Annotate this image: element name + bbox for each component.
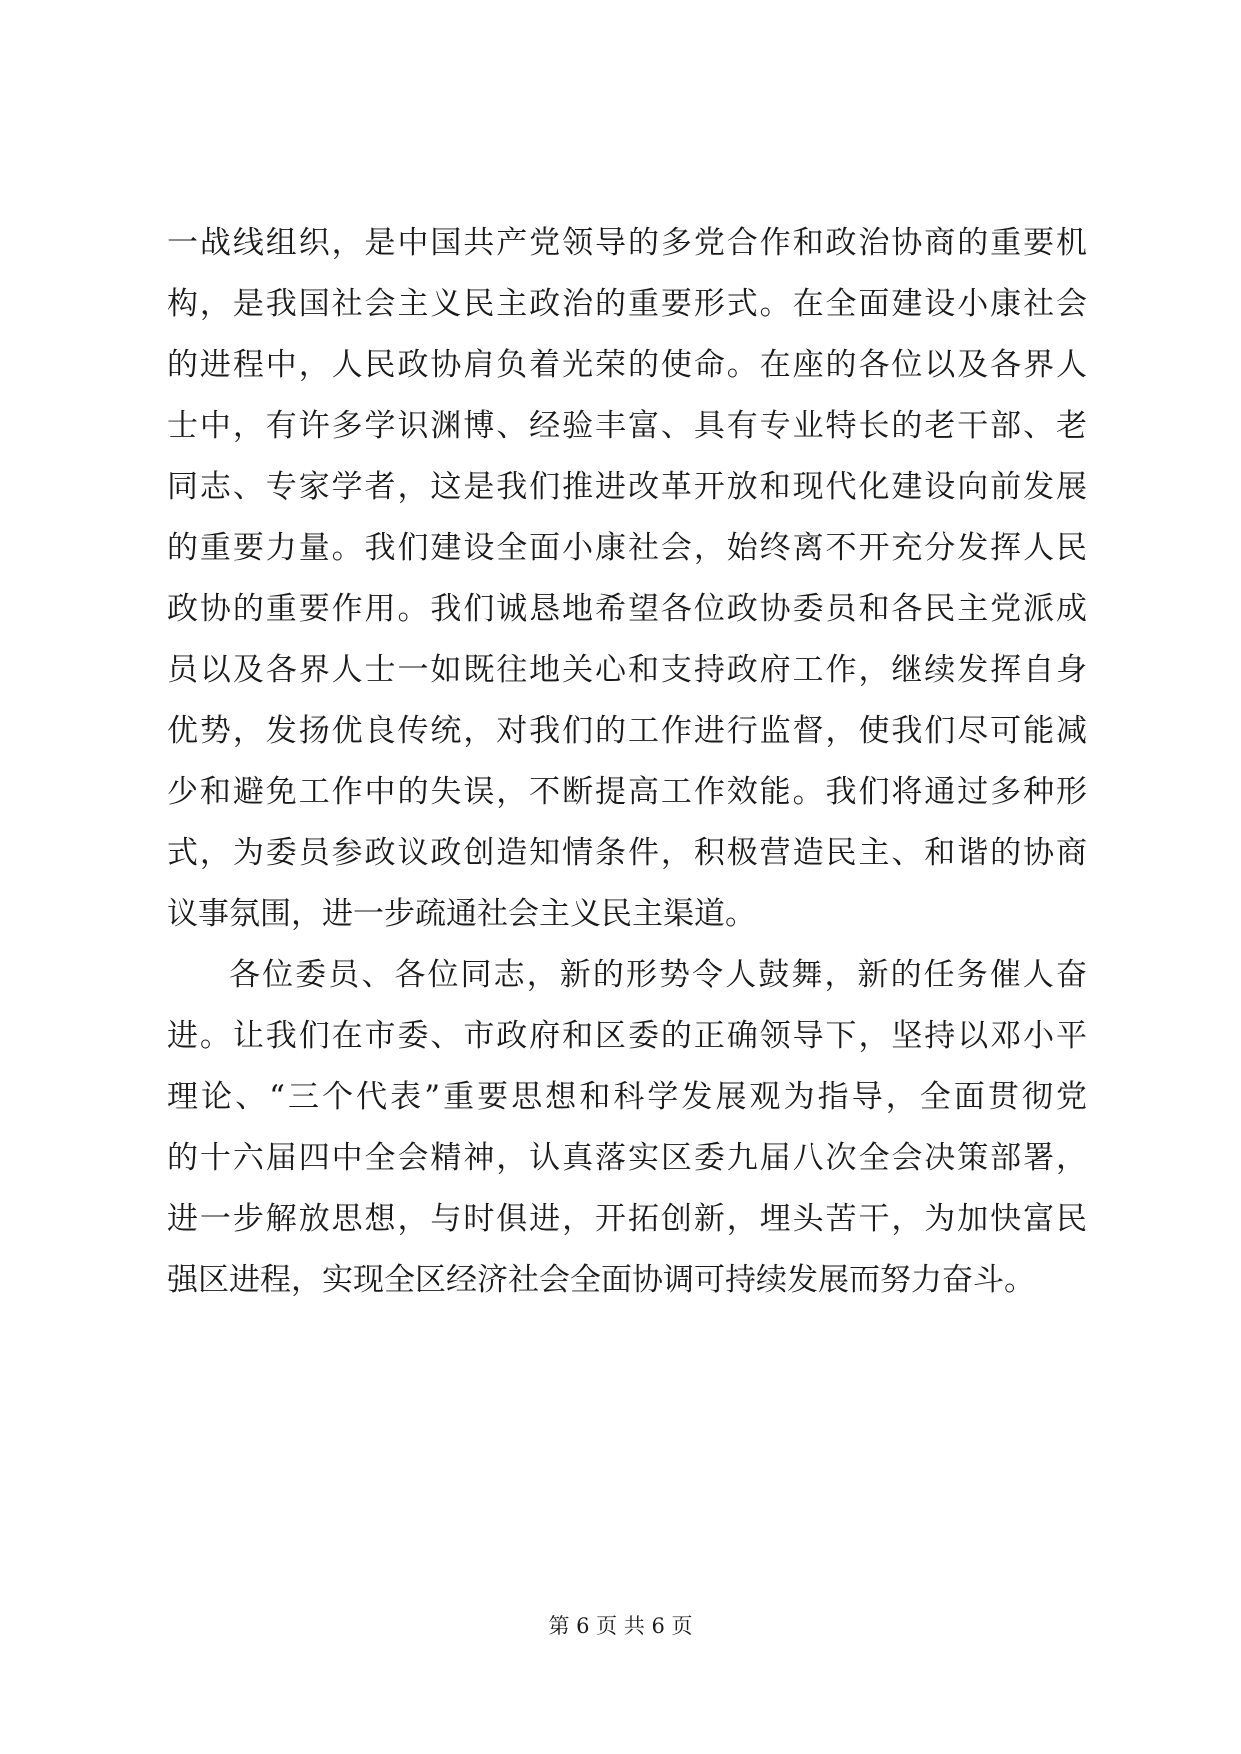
text-line: 同志、专家学者，这是我们推进改革开放和现代化建设向前发展 — [167, 469, 1087, 505]
page-number-footer: 第 6 页 共 6 页 — [548, 1614, 693, 1638]
text-line: 的进程中，人民政协肩负着光荣的使命。在座的各位以及各界人 — [167, 347, 1087, 383]
text-line: 少和避免工作中的失误，不断提高工作效能。我们将通过多种形 — [167, 774, 1087, 810]
paragraph-1 — [167, 213, 1087, 945]
text-line: 政协的重要作用。我们诚恳地希望各位政协委员和各民主党派成 — [167, 591, 1087, 627]
text-line: 理论、“三个代表”重要思想和科学发展观为指导，全面贯彻党 — [167, 1079, 1087, 1115]
document-body — [167, 213, 1087, 1311]
text-line: 员以及各界人士一如既往地关心和支持政府工作，继续发挥自身 — [167, 652, 1087, 688]
text-line: 优势，发扬优良传统，对我们的工作进行监督，使我们尽可能减 — [167, 713, 1087, 749]
text-line: 构，是我国社会主义民主政治的重要形式。在全面建设小康社会 — [167, 286, 1087, 322]
text-line: 的重要力量。我们建设全面小康社会，始终离不开充分发挥人民 — [167, 530, 1087, 566]
text-line: 的十六届四中全会精神，认真落实区委九届八次全会决策部署， — [167, 1140, 1087, 1176]
text-line: 一战线组织，是中国共产党领导的多党合作和政治协商的重要机 — [167, 225, 1087, 261]
text-line: 议事氛围，进一步疏通社会主义民主渠道。 — [167, 896, 756, 932]
text-line: 进。让我们在市委、市政府和区委的正确领导下，坚持以邓小平 — [167, 1018, 1087, 1054]
text-line: 强区进程，实现全区经济社会全面协调可持续发展而努力奋斗。 — [167, 1262, 1035, 1298]
text-line: 各位委员、各位同志，新的形势令人鼓舞，新的任务催人奋 — [229, 957, 1087, 993]
paragraph-2 — [167, 945, 1087, 1311]
text-line: 进一步解放思想，与时俱进，开拓创新，埋头苦干，为加快富民 — [167, 1201, 1087, 1237]
text-line: 士中，有许多学识渊博、经验丰富、具有专业特长的老干部、老 — [167, 408, 1087, 444]
text-line: 式，为委员参政议政创造知情条件，积极营造民主、和谐的协商 — [167, 835, 1087, 871]
